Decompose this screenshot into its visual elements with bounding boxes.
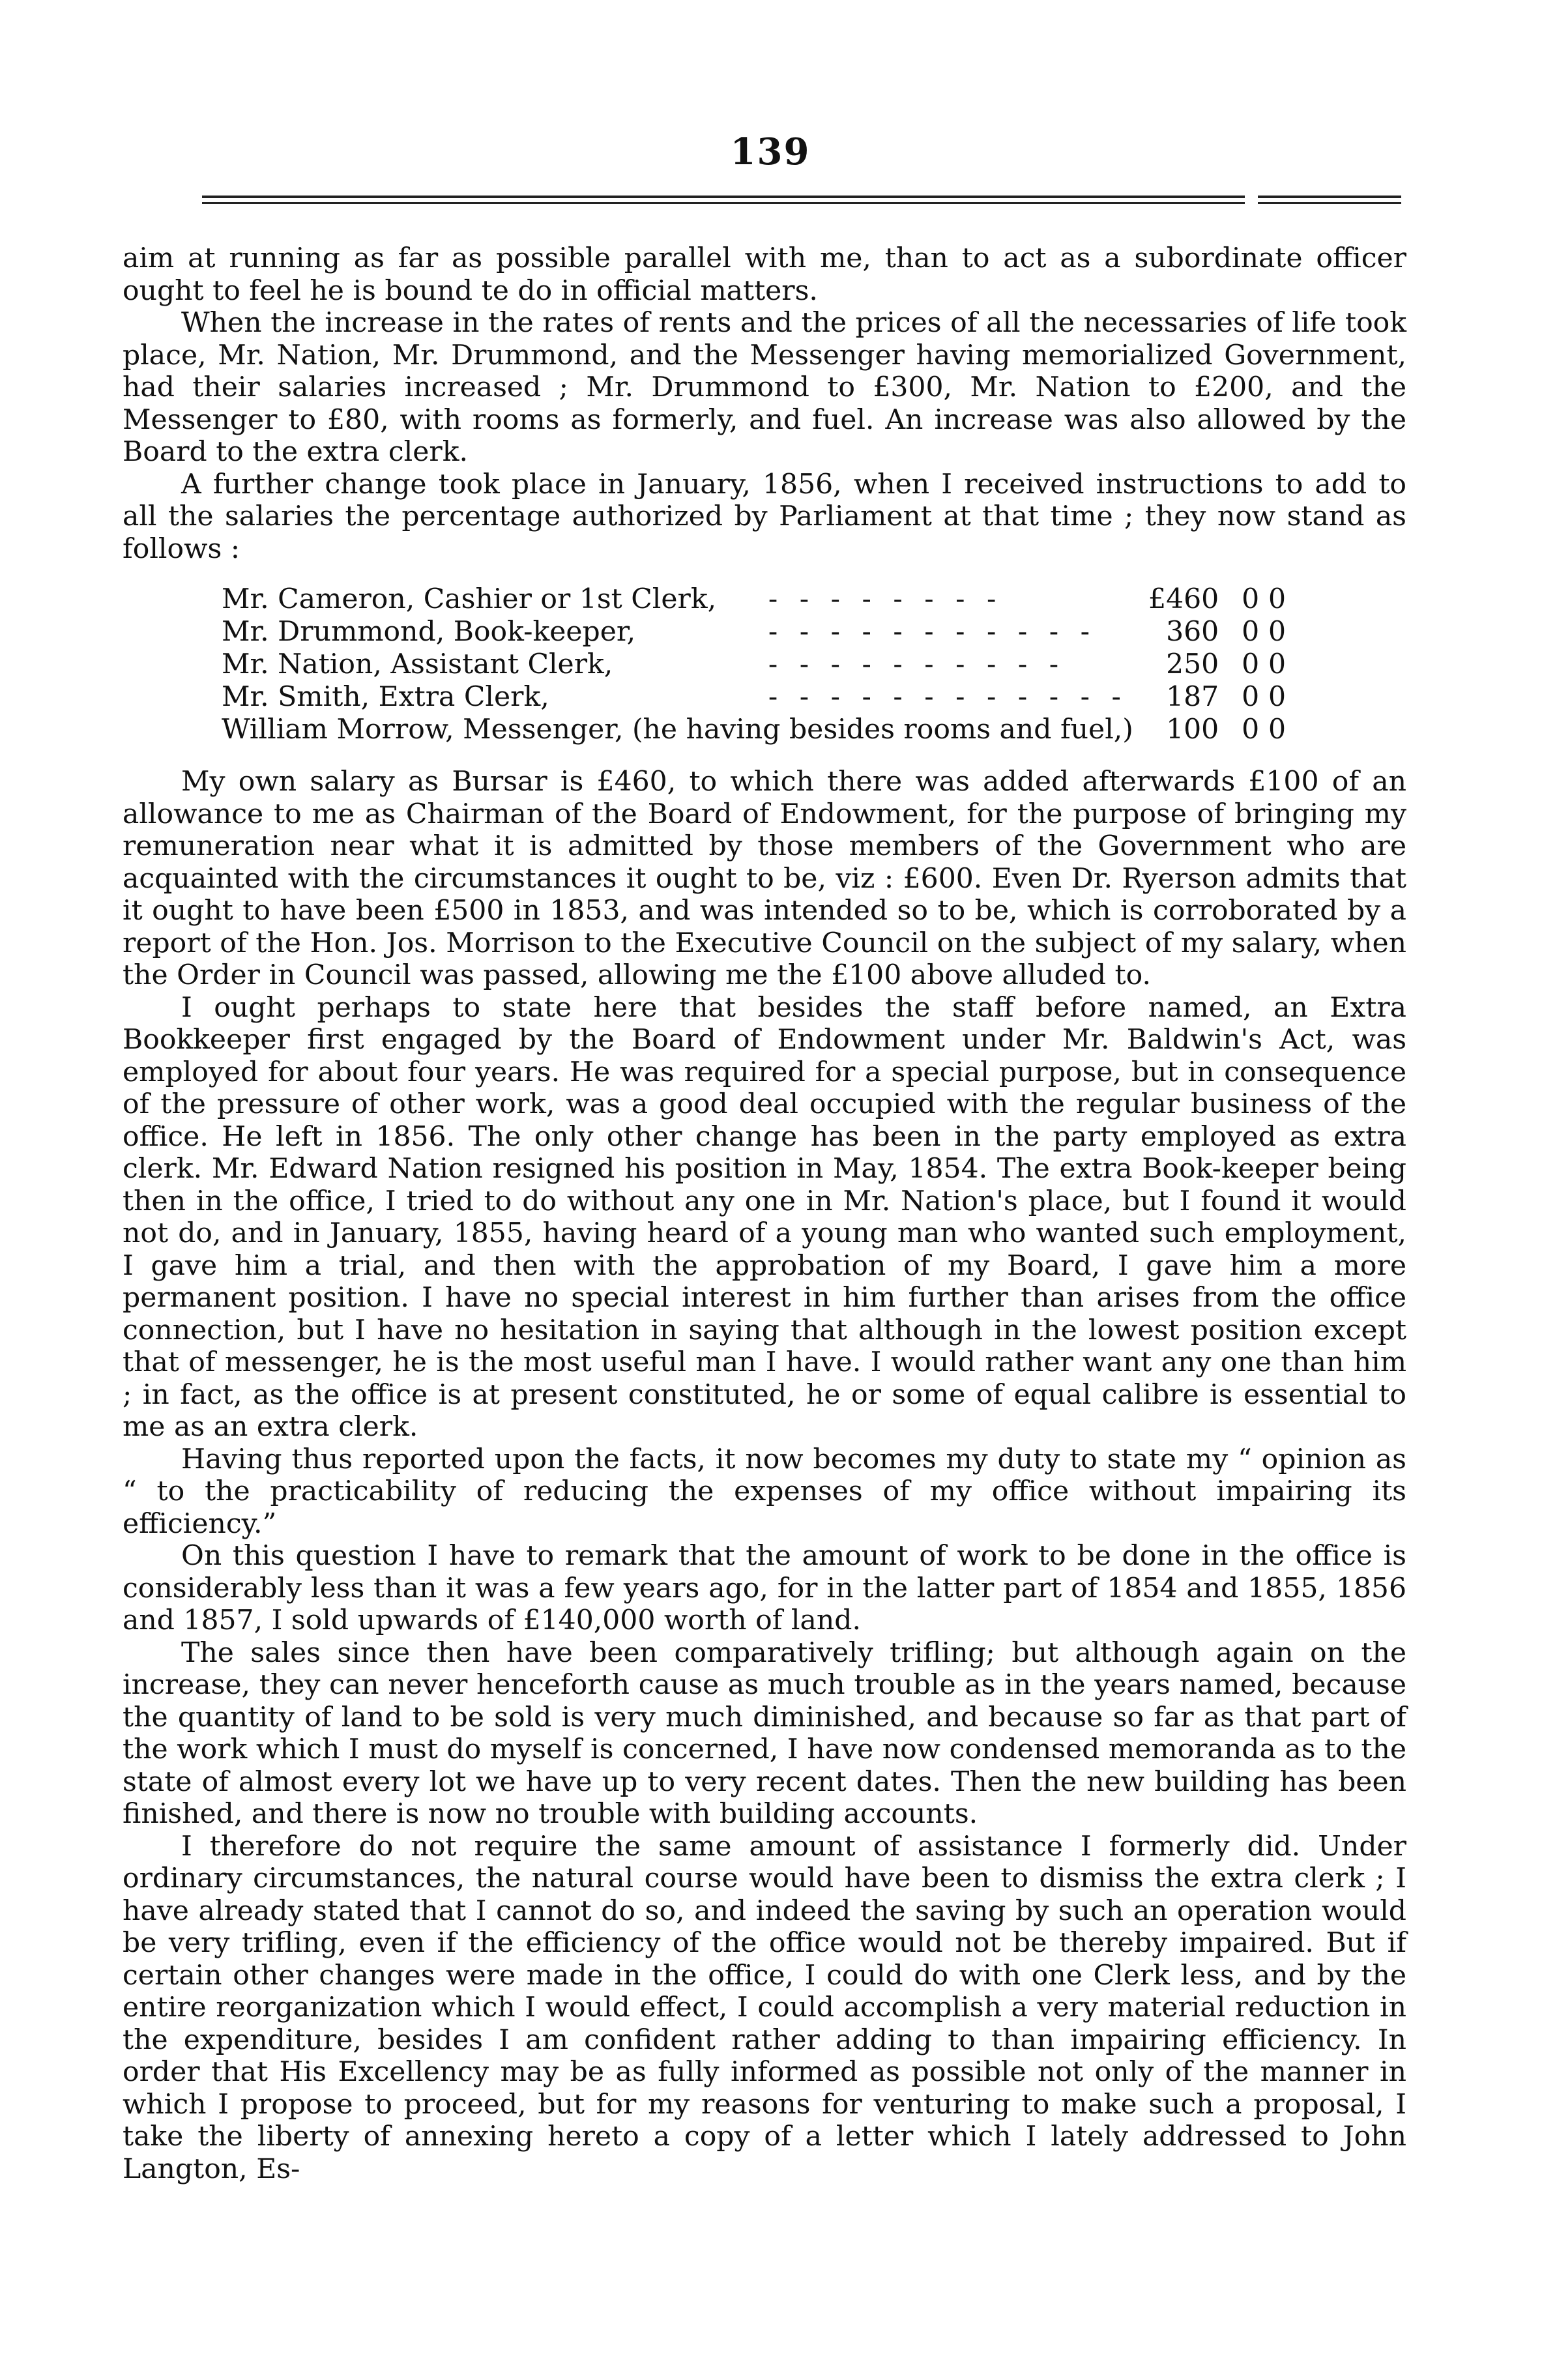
salary-shillings: 0 [1242,616,1260,648]
salary-pence: 0 [1268,616,1287,648]
salary-pounds: 360 [1166,616,1219,648]
salary-row [222,648,1290,681]
salary-name: Mr. Cameron, Cashier or 1st Clerk, [222,583,717,615]
header-rule-line [202,196,1245,198]
salary-pounds: 100 [1166,714,1219,746]
page-number: 139 [730,130,811,173]
paragraph: On this question I have to remark that the amount of work to be done in the office is considerably less than it was a few years ago, for in the latter part of 1854 and 1855, 1856 and 1857, I sold upwards of £140,000 worth of land. [123,1540,1406,1636]
paragraph: Having thus reported upon the facts, it now becomes my duty to state my “ opinion as “ to the practicability of reducing the expenses of my office without impairing its efficiency.” [123,1443,1406,1540]
salary-pence: 0 [1268,648,1287,680]
salary-pounds: £460 [1148,583,1219,615]
salary-row [222,681,1290,714]
paragraph: I therefore do not require the same amount of assistance I formerly did. Under ordinary circumstances, the natural course would have been to dismiss the extra clerk ; I have already stated that I cannot do so, and indeed the saving by such an operation would be very trifling, even if the efficiency of the office would not be thereby impaired. But if certain other changes were made in the office, I could do with one Clerk less, and by the entire reorganization which I would effect, I could accomplish a very material reduction in the expenditure, besides I am confident rather adding to than impairing efficiency. In order that His Excellency may be as fully informed as possible not only of the manner in which I propose to proceed, but for my reasons for venturing to make such a proposal, I take the liberty of annexing hereto a copy of a letter which I lately addressed to John Langton, Es- [123,1830,1406,2185]
salary-name: William Morrow, Messenger, (he having besides rooms and fuel,) [222,714,1133,746]
salary-name: Mr. Smith, Extra Clerk, [222,681,549,713]
salary-shillings: 0 [1242,583,1260,615]
salary-leader: - - - - - - - - - - [768,648,1066,680]
paragraph: I ought perhaps to state here that besides the staff before named, an Extra Bookkeeper first engaged by the Board of Endowment under Mr. Baldwin's Act, was employed for about four years. He was required for a special purpose, but in consequence of the pressure of other work, was a good deal occupied with the regular business of the office. He left in 1856. The only other change has been in the party employed as extra clerk. Mr. Edward Nation resigned his position in May, 1854. The extra Book-keeper being then in the office, I tried to do without any one in Mr. Nation's place, but I found it would not do, and in January, 1855, having heard of a young man who wanted such employment, I gave him a trial, and then with the approbation of my Board, I gave him a more permanent position. I have no special interest in him further than arises from the office connection, but I have no hesitation in saying that although in the lowest position except that of messenger, he is the most useful man I have. I would rather want any one than him ; in fact, as the office is at present constituted, he or some of equal calibre is essential to me as an extra clerk. [123,991,1406,1443]
salary-row [222,583,1290,616]
salary-pence: 0 [1268,714,1287,746]
salary-pounds: 250 [1166,648,1219,680]
salary-leader: - - - - - - - - [768,583,1003,615]
salary-row [222,616,1290,648]
salary-row [222,714,1290,746]
header-rule-line [1258,196,1401,198]
salary-leader: - - - - - - - - - - - - [768,681,1127,713]
salary-pence: 0 [1268,583,1287,615]
salary-table [222,583,1290,746]
salary-shillings: 0 [1242,714,1260,746]
salary-shillings: 0 [1242,681,1260,713]
salary-name: Mr. Nation, Assistant Clerk, [222,648,613,680]
header-rule-line [1258,202,1401,204]
paragraph: The sales since then have been comparatively trifling; but although again on the increase, they can never henceforth cause as much trouble as in the years named, because the quantity of land to be sold is very much diminished, and because so far as that part of the work which I must do myself is concerned, I have now condensed memoranda as to the state of almost every lot we have up to very recent dates. Then the new building has been finished, and there is now no trouble with building accounts. [123,1636,1406,1830]
paragraph: My own salary as Bursar is £460, to which there was added afterwards £100 of an allowance to me as Chairman of the Board of Endowment, for the purpose of bringing my remuneration near what it is admitted by those members of the Government who are acquainted with the circumstances it ought to be, viz : £600. Even Dr. Ryerson admits that it ought to have been £500 in 1853, and was intended so to be, which is corroborated by a report of the Hon. Jos. Morrison to the Executive Council on the subject of my salary, when the Order in Council was passed, allowing me the £100 above alluded to. [123,766,1406,991]
salary-shillings: 0 [1242,648,1260,680]
salary-pence: 0 [1268,681,1287,713]
salary-leader: - - - - - - - - - - - [768,616,1096,648]
body-text [123,242,1406,2185]
paragraph: A further change took place in January, 1856, when I received instructions to add to all the salaries the percentage authorized by Parliament at that time ; they now stand as follows : [123,468,1406,565]
salary-pounds: 187 [1166,681,1219,713]
paragraph: aim at running as far as possible parallel with me, than to act as a subordinate officer ought to feel he is bound te do in official matters. [123,242,1406,307]
salary-name: Mr. Drummond, Book-keeper, [222,616,636,648]
header-rule-line [202,202,1245,204]
paragraph: When the increase in the rates of rents and the prices of all the necessaries of life took place, Mr. Nation, Mr. Drummond, and the Messenger having memorialized Government, had their salaries increased ; Mr. Drummond to £300, Mr. Nation to £200, and the Messenger to £80, with rooms as formerly, and fuel. An increase was also allowed by the Board to the extra clerk. [123,307,1406,468]
